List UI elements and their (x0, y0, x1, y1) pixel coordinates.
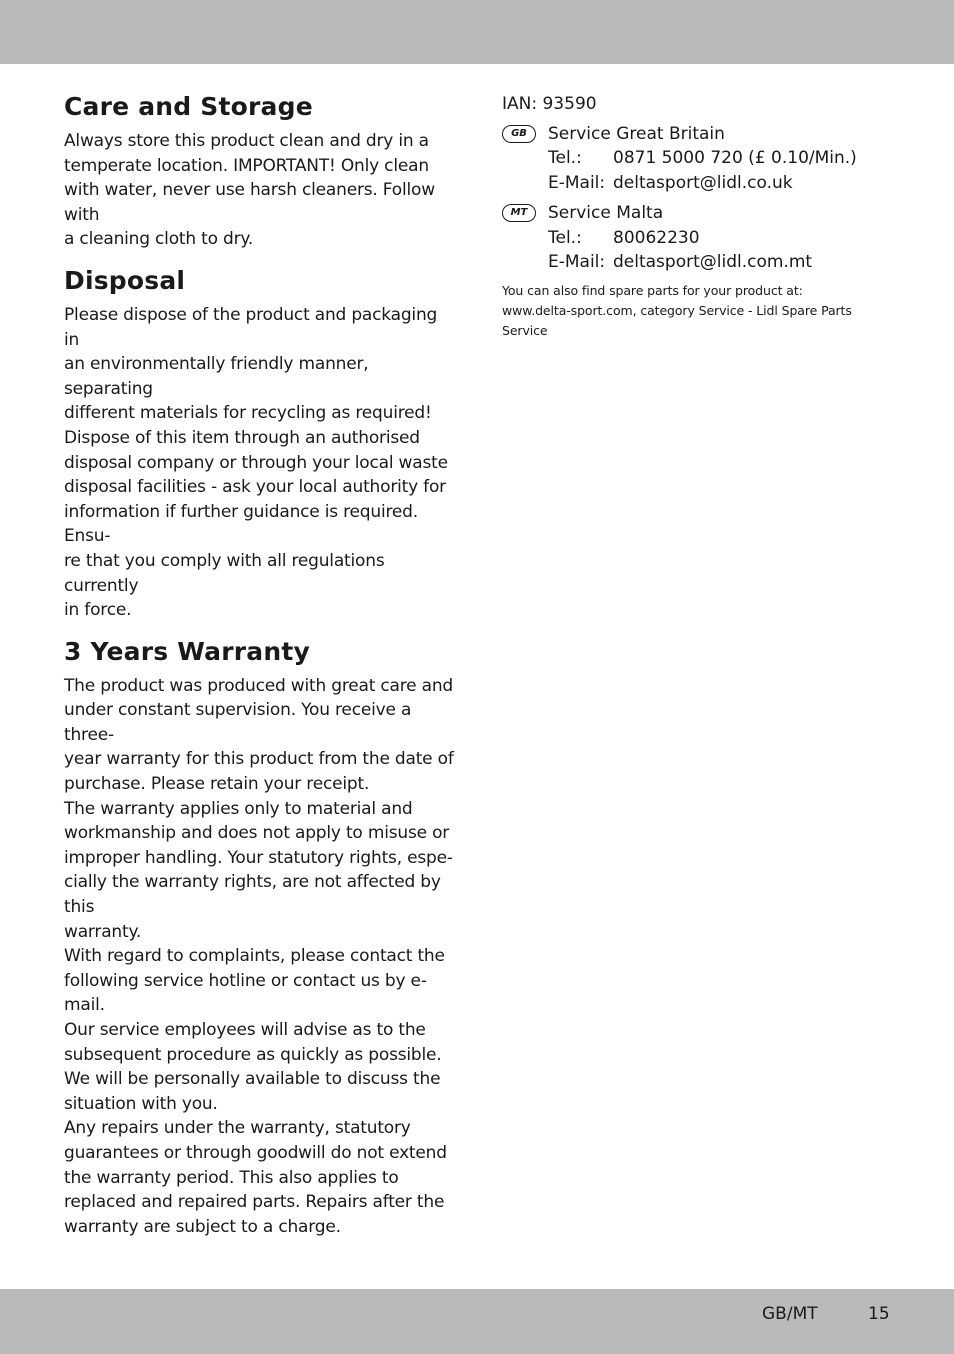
email-row (548, 171, 882, 196)
service-great-britain (502, 122, 882, 196)
section-body: Please dispose of the product and packaging in an environmentally friendly manner, separating different materials for recycling as required! Dispose of this item through an authorised disposal company or through your local waste disposal facilities - ask your local authority for information if further guidance is required. Ensu- re that you comply with all regulations currently in force. (64, 304, 448, 621)
section-heading: Care and Storage (64, 92, 313, 121)
email-row (548, 250, 882, 275)
right-column (502, 92, 882, 341)
warranty-section (64, 637, 456, 1240)
mt-country-icon: MT (502, 204, 536, 222)
tel-label: Tel.: (548, 227, 582, 248)
tel-label: Tel.: (548, 148, 582, 168)
email-value: deltasport@lidl.com.mt (613, 252, 813, 272)
section-heading: Disposal (64, 265, 186, 295)
left-column (64, 92, 456, 1253)
email-label: E-Mail: (548, 172, 606, 193)
service-title: Service Malta (548, 203, 664, 223)
care-storage-section (64, 92, 456, 252)
gb-country-icon: GB (502, 125, 536, 143)
spare-parts-note: You can also find spare parts for your product at: www.delta-sport.com, category Service - Lidl Spare Parts Service (502, 282, 852, 338)
disposal-section (64, 266, 456, 623)
footer-language-code: GB/MT (762, 1304, 818, 1324)
ian-number: IAN: 93590 (502, 94, 597, 114)
tel-row (548, 146, 882, 171)
section-heading: 3 Years Warranty (64, 636, 310, 666)
header-band (0, 0, 954, 64)
email-value: deltasport@lidl.co.uk (613, 172, 793, 193)
tel-value: 80062230 (613, 227, 700, 248)
section-body: The product was produced with great care and under constant supervision. You receive a three- year warranty for this product from the date of purchase. Please retain your receipt. The warranty applies only to material and workmanship and does not apply to misuse or improper handling. Your statutory rights, espe- cially the warranty rights, are not affected by this warranty. With regard to complaints, please contact the following service hotline or contact us by e-mail. Our service employees will advise as to the subsequent procedure as quickly as possible. We will be personally available to discuss the situation with you. Any repairs under the warranty, statutory guarantees or through goodwill do not extend the warranty period. This also applies to replaced and repaired parts. Repairs after the warranty are subject to a charge. (64, 675, 454, 1237)
service-title: Service Great Britain (548, 123, 725, 144)
tel-value: 0871 5000 720 (£ 0.10/Min.) (613, 148, 857, 168)
service-malta (502, 201, 882, 275)
tel-row (548, 226, 882, 251)
email-label: E-Mail: (548, 252, 606, 272)
page-number: 15 (868, 1304, 890, 1324)
section-body: Always store this product clean and dry in a temperate location. IMPORTANT! Only clean with water, never use harsh cleaners. Follow with a cleaning cloth to dry. (64, 131, 435, 250)
